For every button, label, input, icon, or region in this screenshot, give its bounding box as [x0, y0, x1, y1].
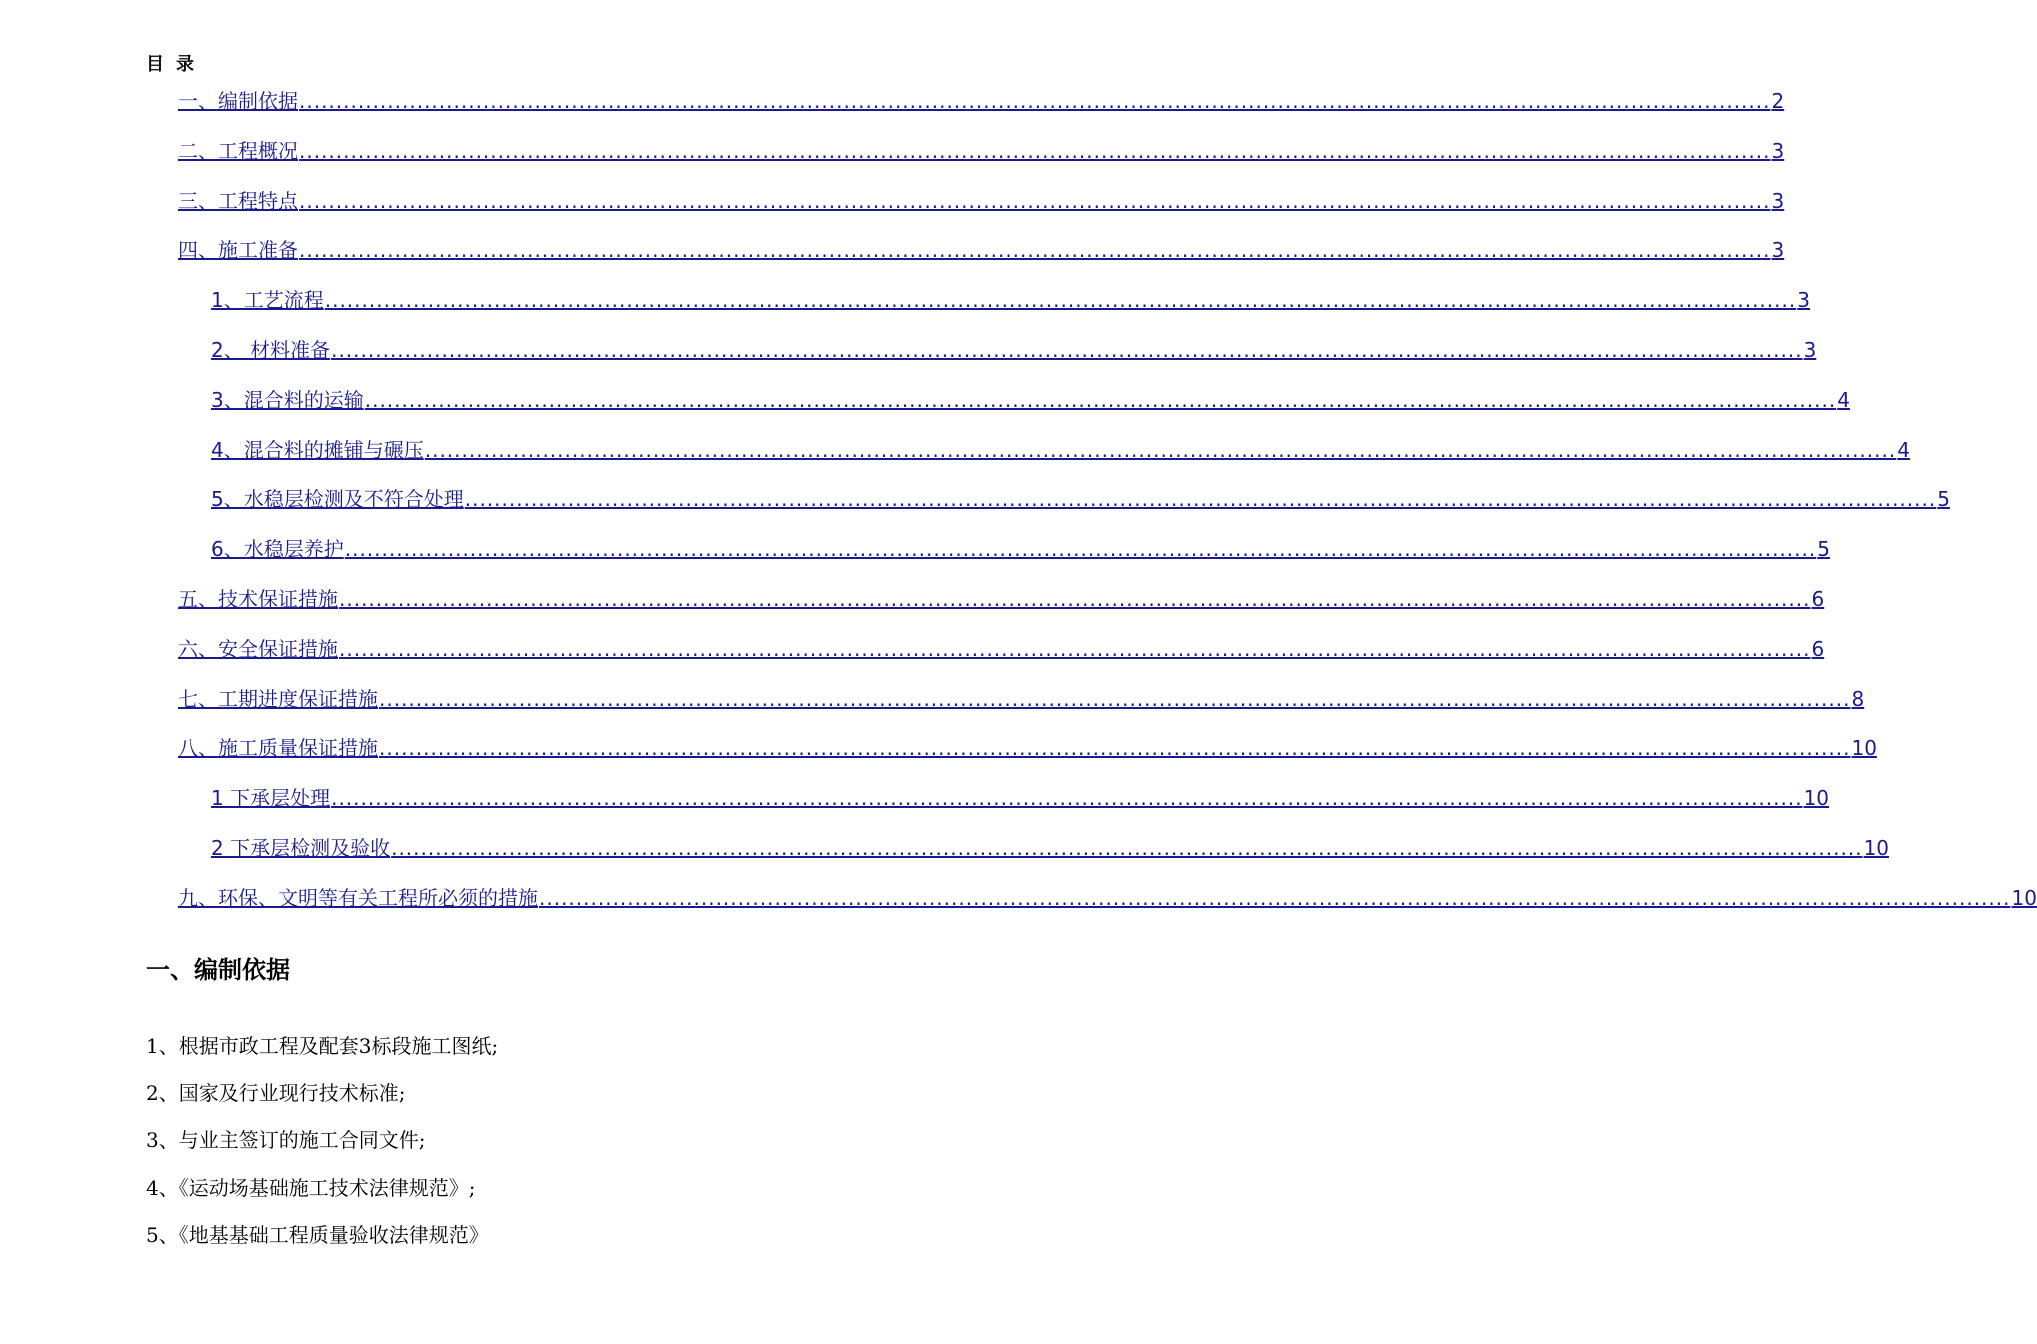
toc-entry[interactable]: [178, 634, 1825, 664]
toc-leader-dots: ........................................................................................................................................................................................................: [539, 885, 2011, 910]
toc-entry-page: 10: [2011, 885, 2037, 910]
toc-leader-dots: ........................................................................................................................................................................................................: [299, 188, 1771, 213]
toc-entry[interactable]: [178, 136, 1785, 166]
toc-entry-page: 3: [1771, 138, 1785, 163]
toc-entry[interactable]: [211, 484, 1950, 514]
toc-leader-dots: ........................................................................................................................................................................................................: [299, 138, 1771, 163]
toc-entry[interactable]: [211, 783, 1830, 813]
toc-entry-label: 一、编制依据: [178, 89, 298, 113]
toc-leader-dots: ........................................................................................................................................................................................................: [339, 636, 1811, 661]
toc-leader-dots: ........................................................................................................................................................................................................: [391, 836, 1863, 860]
toc-leader-dots: ........................................................................................................................................................................................................: [324, 288, 1797, 313]
toc-entry[interactable]: [178, 584, 1825, 614]
toc-leader-dots: ........................................................................................................................................................................................................: [344, 537, 1817, 562]
toc-entry-page: 8: [1851, 686, 1865, 711]
toc-entry-label: 五、技术保证措施: [178, 587, 338, 611]
toc-entry-page: 10: [1851, 736, 1877, 761]
toc-entry-label: 六、安全保证措施: [178, 636, 338, 661]
toc-entry-label: 二、工程概况: [178, 138, 298, 163]
toc-leader-dots: ........................................................................................................................................................................................................: [364, 387, 1837, 412]
toc-entry-label: 七、工期进度保证措施: [178, 686, 378, 711]
toc-leader-dots: ........................................................................................................................................................................................................: [299, 238, 1771, 263]
toc-entry-label: 1 下承层处理: [211, 786, 331, 811]
toc-entry-label: 3、混合料的运输: [211, 387, 364, 412]
toc-leader-dots: ........................................................................................................................................................................................................: [331, 338, 1803, 362]
toc-leader-dots: ........................................................................................................................................................................................................: [464, 487, 1937, 512]
toc-entry-label: 八、施工质量保证措施: [178, 736, 378, 761]
toc-entry-label: 5、水稳层检测及不符合处理: [211, 487, 464, 512]
toc-entry[interactable]: [211, 833, 1890, 863]
toc-entry[interactable]: [211, 534, 1830, 564]
toc-entry-page: 4: [1897, 437, 1910, 462]
toc-entry-page: 2: [1771, 89, 1785, 113]
toc-entry[interactable]: [178, 235, 1785, 265]
toc-leader-dots: ........................................................................................................................................................................................................: [379, 686, 1851, 711]
toc-entry-page: 10: [1803, 786, 1830, 811]
toc-leader-dots: ........................................................................................................................................................................................................: [424, 437, 1897, 462]
toc-entry-page: 3: [1803, 338, 1817, 362]
toc-entry-label: 2、 材料准备: [211, 338, 331, 362]
toc-entry-label: 6、水稳层养护: [211, 537, 344, 562]
toc-entry[interactable]: [178, 883, 2037, 913]
toc-entry-page: 3: [1771, 188, 1785, 213]
toc-entry-page: 3: [1771, 238, 1785, 263]
toc-entry-page: 5: [1937, 487, 1950, 512]
basis-item-2: 2、国家及行业现行技术标准;: [146, 1081, 406, 1105]
basis-item-1: 1、根据市政工程及配套3标段施工图纸;: [146, 1034, 499, 1058]
toc-entry[interactable]: [211, 335, 1817, 365]
toc-entry[interactable]: [211, 435, 1910, 465]
toc-entry-page: 6: [1811, 636, 1825, 661]
toc-entry-page: 6: [1811, 587, 1825, 611]
section-heading: 一、编制依据: [146, 956, 290, 984]
toc-entry-page: 10: [1863, 836, 1890, 860]
basis-item-4: 4、《运动场基础施工技术法律规范》;: [146, 1176, 476, 1200]
toc-entry-page: 5: [1817, 537, 1830, 562]
toc-entry[interactable]: [211, 285, 1810, 315]
toc-leader-dots: ........................................................................................................................................................................................................: [339, 587, 1811, 611]
toc-title: 目录: [146, 54, 206, 75]
toc-entry[interactable]: [211, 385, 1850, 415]
toc-entry-page: 3: [1797, 288, 1810, 313]
basis-item-5: 5、《地基基础工程质量验收法律规范》: [146, 1223, 489, 1247]
toc-leader-dots: ........................................................................................................................................................................................................: [331, 786, 1803, 811]
toc-entry[interactable]: [178, 186, 1785, 216]
toc-entry-page: 4: [1837, 387, 1850, 412]
basis-item-3: 3、与业主签订的施工合同文件;: [146, 1128, 426, 1152]
toc-entry-label: 三、工程特点: [178, 188, 298, 213]
toc-entry[interactable]: [178, 733, 1877, 763]
toc-leader-dots: ........................................................................................................................................................................................................: [379, 736, 1851, 761]
toc-entry[interactable]: [178, 86, 1785, 116]
toc-entry-label: 1、工艺流程: [211, 288, 324, 313]
toc-entry-label: 2 下承层检测及验收: [211, 836, 391, 860]
toc-entry-label: 4、混合料的摊铺与碾压: [211, 437, 424, 462]
toc-entry-label: 九、环保、文明等有关工程所必须的措施: [178, 885, 538, 910]
toc-entry-label: 四、施工准备: [178, 238, 298, 263]
toc-leader-dots: ........................................................................................................................................................................................................: [299, 89, 1771, 113]
toc-entry[interactable]: [178, 684, 1865, 714]
